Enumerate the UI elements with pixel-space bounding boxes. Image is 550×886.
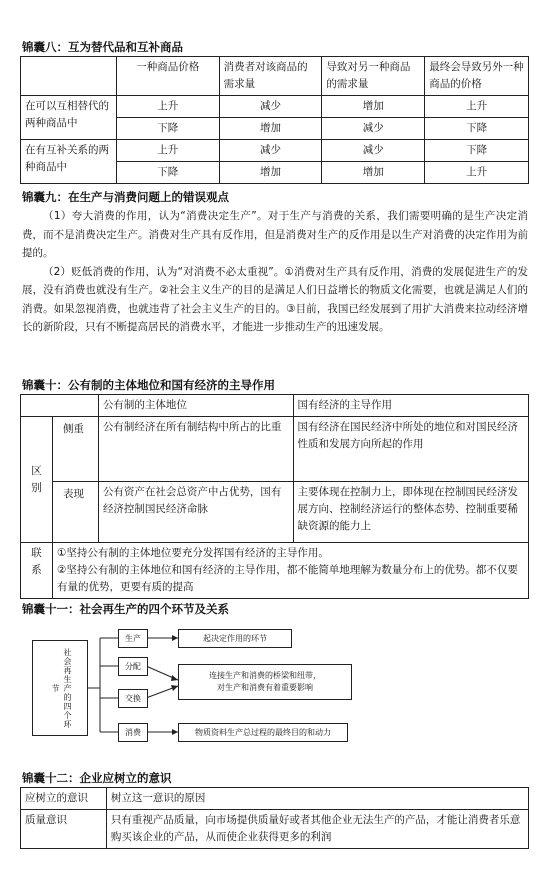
row-group-label: 在可以互相替代的两种商品中 (21, 96, 117, 140)
diagram-node-consumption: 消费 (118, 723, 148, 742)
header-cell: 最终会导致另外一种商品的价格 (425, 57, 529, 96)
paragraph: （2）贬低消费的作用，认为“对消费不必太重视”。①消费对生产具有反作用，消费的发展促进生产的发展，没有消费也就没有生产。②社会主义生产的目的是满足人们日益增长的物质文化需要，也就是满足人们的消费。如果忽视消费，也就违背了社会主义生产的目的。③目前，我国已经发展到了用扩大消费来拉动经济增长的新阶段，只有不断提高居民的消费水平，才能进一步推动生产的迅速发展。 (22, 265, 528, 333)
diagram-node-distribution: 分配 (118, 657, 148, 676)
enterprise-awareness-table (20, 787, 529, 849)
table-header-row (21, 788, 529, 810)
diagram-desc-consumption: 物质资料生产总过程的最终目的和动力 (178, 723, 348, 742)
diagram-desc-line: 连接生产和消费的桥梁和纽带， (209, 671, 321, 680)
table-cell: 减少 (322, 118, 425, 140)
row-label: 侧重 (52, 417, 98, 482)
diagram-desc-production: 起决定作用的环节 (178, 629, 292, 648)
table-cell: 减少 (322, 140, 425, 162)
diagram-desc-distribution-exchange (178, 664, 352, 700)
table-cell: 增加 (322, 96, 425, 118)
diagram-node-production: 生产 (118, 629, 148, 648)
header-cell: 公有制的主体地位 (98, 395, 293, 417)
table-cell: 主要体现在控制力上，即体现在控制国民经济发展方向、控制经济运行的整体态势、控制重要稀缺资源的能力上 (293, 482, 529, 543)
table-cell: 下降 (425, 118, 529, 140)
table-cell: 上升 (425, 162, 529, 184)
table-row (21, 810, 529, 849)
header-cell: 树立这一意识的原因 (106, 788, 528, 810)
table-cell: 增加 (219, 162, 322, 184)
table-cell: 下降 (116, 118, 219, 140)
table-cell: 下降 (116, 162, 219, 184)
header-cell: 导致对另一种商品的需求量 (322, 57, 425, 96)
section-9-title: 锦囊九：在生产与消费问题上的错误观点 (22, 190, 229, 204)
table-cell: 质量意识 (21, 810, 107, 849)
link-item: ①坚持公有制的主体地位要充分发挥国有经济的主导作用。 (56, 547, 329, 559)
table-cell: 上升 (116, 96, 219, 118)
header-cell: 国有经济的主导作用 (293, 395, 529, 417)
table-cell: 只有重视产品质量，向市场提供质量好或者其他企业无法生产的产品，才能让消费者乐意购买该企业的产品，从而使企业获得更多的利润 (106, 810, 528, 849)
table-cell: 减少 (219, 96, 322, 118)
header-cell: 应树立的意识 (21, 788, 107, 810)
diagram-desc-line: 对生产和消费有着重要影响 (217, 683, 313, 692)
diagram-node-exchange: 交换 (118, 689, 148, 708)
header-cell: 一种商品价格 (116, 57, 219, 96)
diagram-root (32, 640, 88, 736)
link-item: ②坚持公有制的主体地位和国有经济的主导作用，都不能简单地理解为数量分布上的优势。都不仅要有量的优势，更要有质的提高 (56, 564, 518, 593)
table-cell: 下降 (425, 140, 529, 162)
section-10-title: 锦囊十：公有制的主体地位和国有经济的主导作用 (22, 378, 275, 392)
header-cell: 消费者对该商品的需求量 (219, 57, 322, 96)
row-label: 表现 (52, 482, 98, 543)
row-group-label: 在有互补关系的两种商品中 (21, 140, 117, 184)
table-cell: 公有制经济在所有制结构中所占的比重 (98, 417, 293, 482)
diagram-root-label: 社会再生产的四个环节 (51, 647, 72, 729)
table-cell: 国有经济在国民经济中所处的地位和对国民经济性质和发展方向所起的作用 (293, 417, 529, 482)
link-label: 联系 (21, 543, 53, 599)
table-cell: 上升 (425, 96, 529, 118)
section-11-title: 锦囊十一：社会再生产的四个环节及关系 (22, 602, 229, 616)
table-cell: 公有资产在社会总资产中占优势，国有经济控制国民经济命脉 (98, 482, 293, 543)
table-cell: 增加 (322, 162, 425, 184)
table-cell: 减少 (219, 140, 322, 162)
table-cell: 增加 (219, 118, 322, 140)
section-12-title: 锦囊十二：企业应树立的意识 (22, 771, 172, 785)
table-cell: 上升 (116, 140, 219, 162)
diff-label: 区别 (21, 417, 53, 543)
paragraph: （1）夸大消费的作用，认为“消费决定生产”。对于生产与消费的关系，我们需要明确的是生产决定消费，而不是消费决定生产。消费对生产具有反作用，但是消费对生产的反作用是以生产对消费的决定作用为前提的。 (22, 210, 528, 259)
section-8-title: 锦囊八：互为替代品和互补商品 (22, 40, 183, 54)
